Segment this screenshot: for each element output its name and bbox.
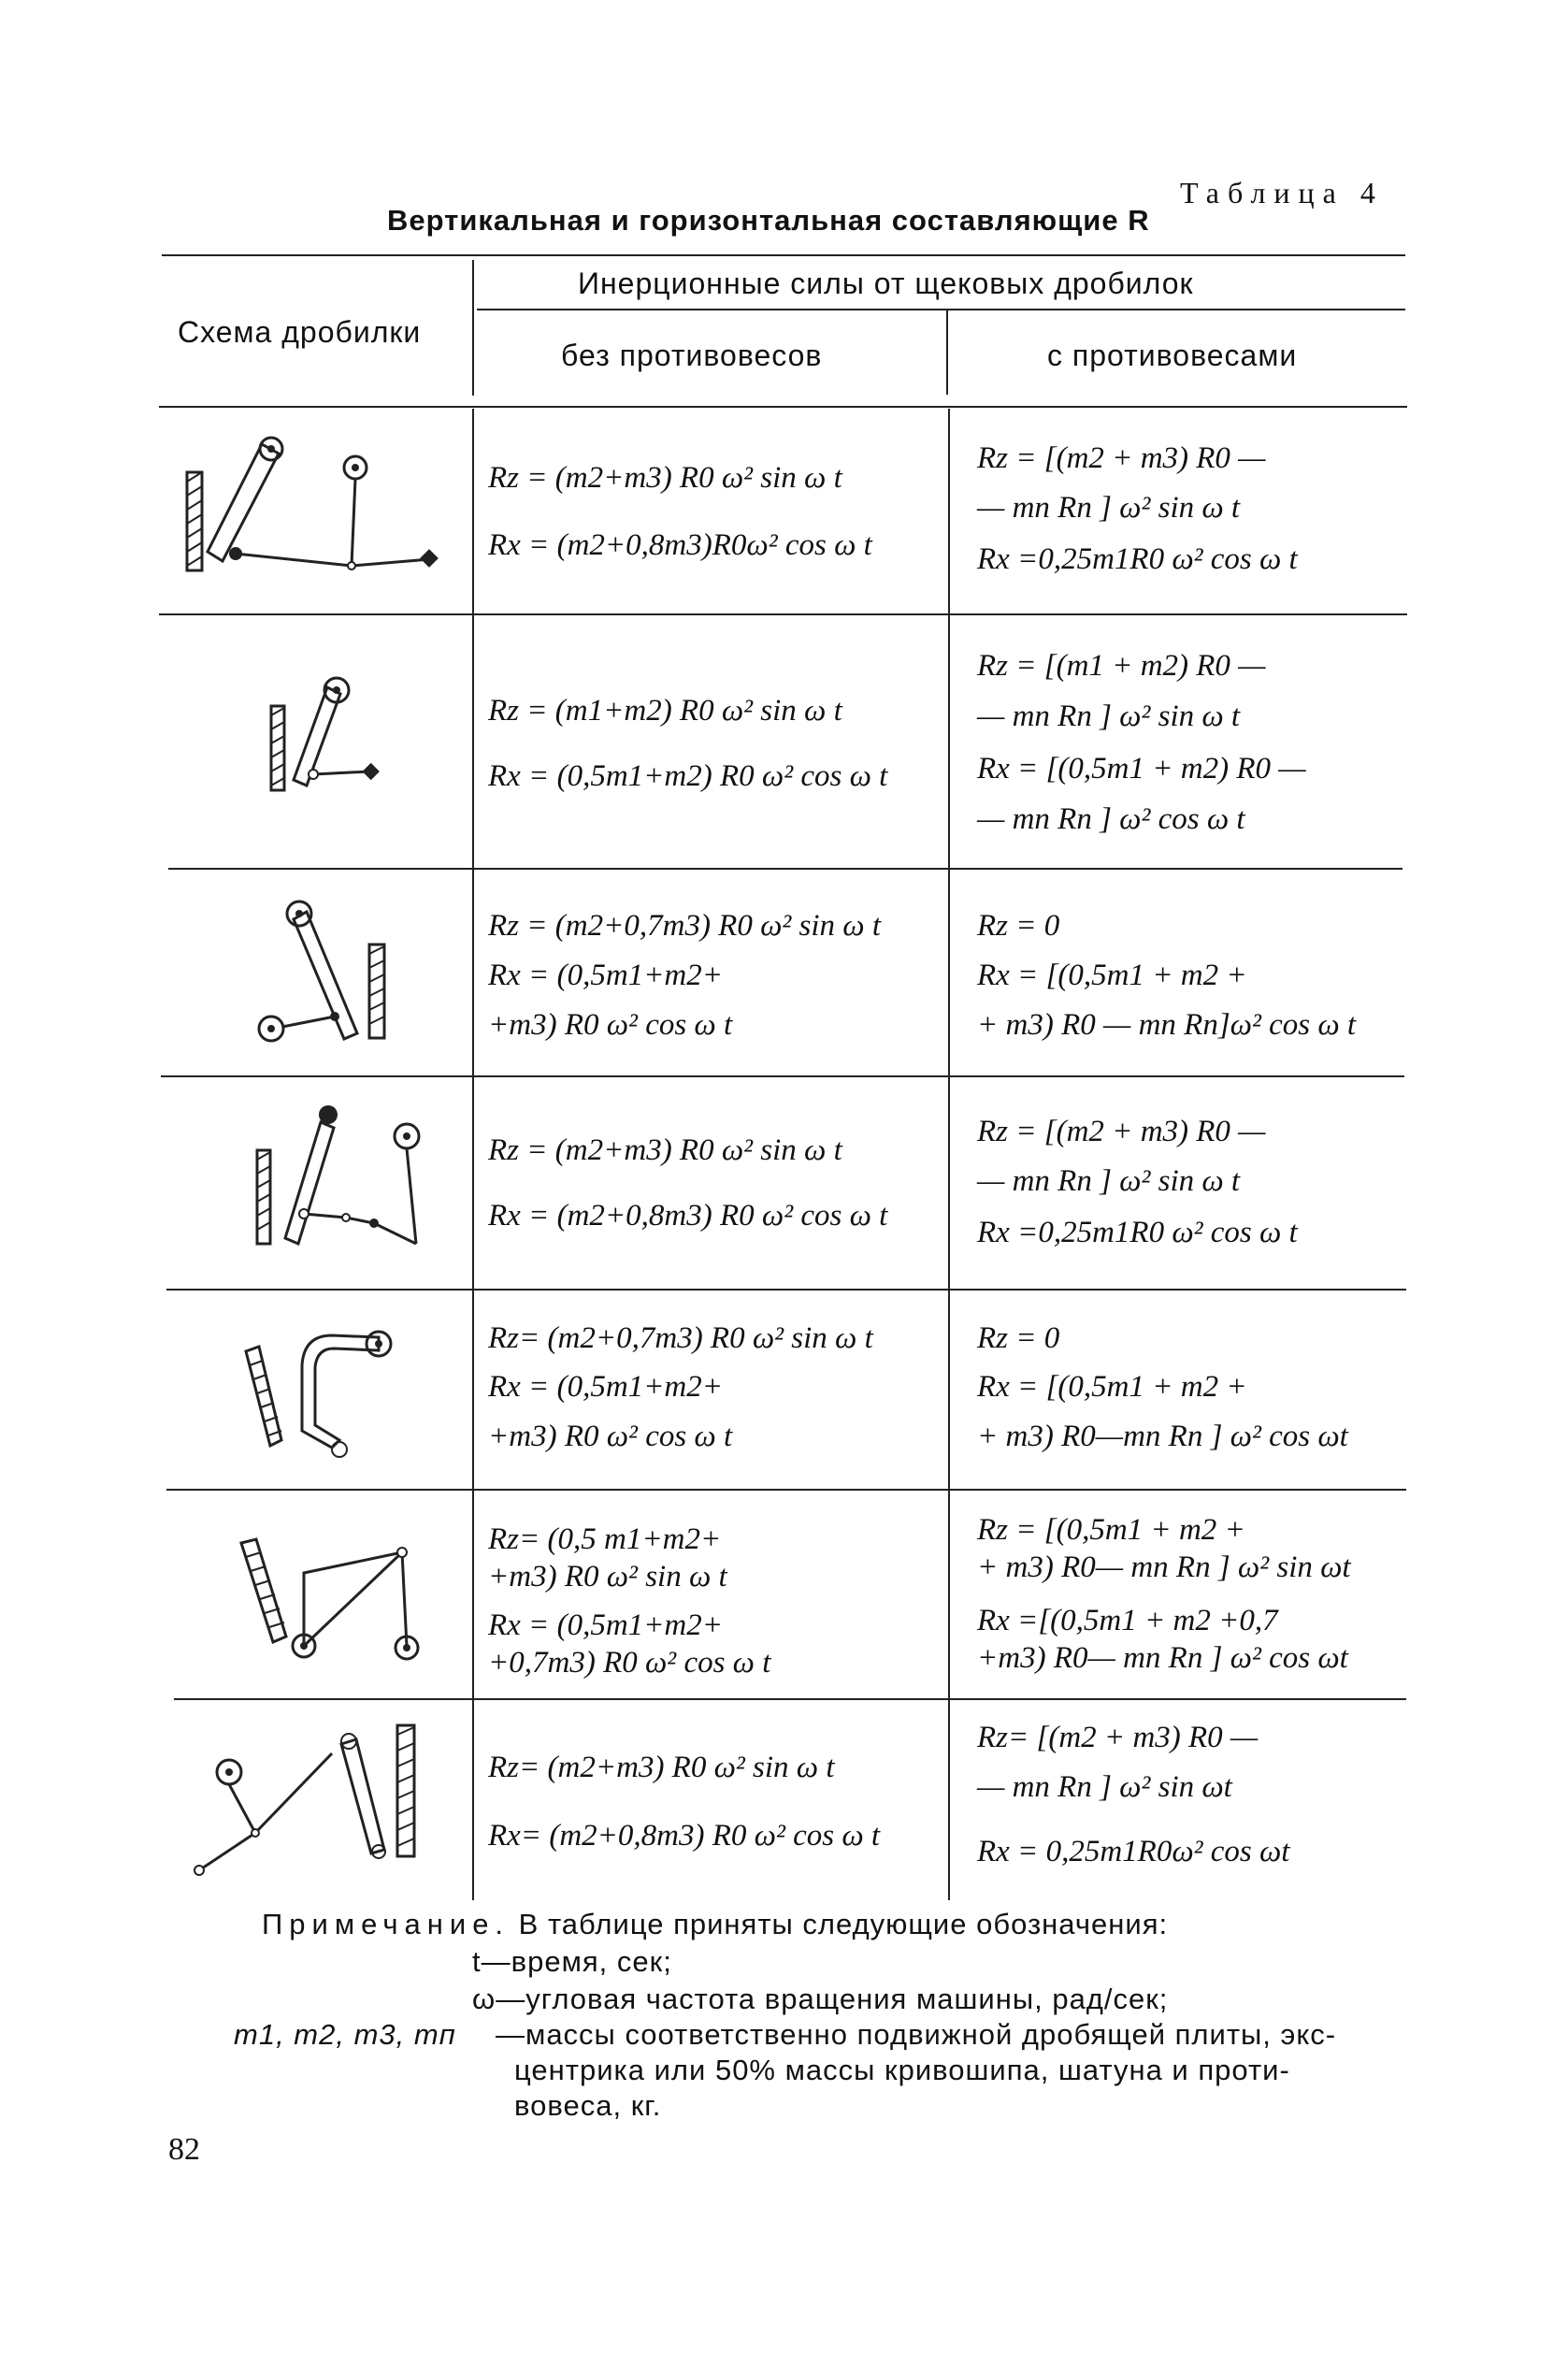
crusher-scheme-7-icon: [201, 1711, 444, 1889]
row-separator-4: [166, 1289, 1406, 1291]
crusher-scheme-6-icon: [234, 1515, 439, 1674]
row4-with-rx: Rx =0,25m1R0 ω² cos ω t: [977, 1216, 1298, 1249]
row-separator-1: [159, 613, 1407, 615]
note-omega: ω—угловая частота вращения машины, рад/сек;: [472, 1983, 1169, 2015]
page-number: 82: [168, 2132, 200, 2167]
row2-with-rx: Rx = [(0,5m1 + m2) R0 —: [977, 752, 1306, 786]
row4-with-rz-cont: — mп Rп ] ω² sin ω t: [977, 1164, 1241, 1198]
row3-with-rx-cont: + m3) R0 — mп Rп]ω² cos ω t: [977, 1008, 1357, 1042]
row7-with-rx: Rx = 0,25m1R0ω² cos ωt: [977, 1835, 1290, 1868]
row7-without-rx: Rx= (m2+0,8m3) R0 ω² cos ω t: [488, 1819, 881, 1853]
row-separator-6: [174, 1698, 1406, 1700]
row2-without-rx: Rx = (0,5m1+m2) R0 ω² cos ω t: [488, 759, 888, 793]
row2-with-rx-cont: — mп Rп ] ω² cos ω t: [977, 802, 1245, 836]
row3-with-rx: Rx = [(0,5m1 + m2 +: [977, 959, 1247, 992]
row5-with-rx: Rx = [(0,5m1 + m2 +: [977, 1370, 1247, 1404]
header-with-counterweights: с противовесами: [1047, 339, 1298, 372]
header-scheme: Схема дробилки: [178, 315, 422, 349]
row1-without-rx: Rx = (m2+0,8m3)R0ω² cos ω t: [488, 528, 872, 562]
row1-with-rz-cont: — mп Rп ] ω² sin ω t: [977, 491, 1241, 525]
note-label: Примечание.: [262, 1908, 511, 1940]
row6-without-rx: Rx = (0,5m1+m2+: [488, 1608, 724, 1642]
row6-with-rx-cont: +m3) R0— mп Rп ] ω² cos ωt: [977, 1641, 1348, 1675]
row5-with-rx-cont: + m3) R0—mп Rп ] ω² cos ωt: [977, 1420, 1348, 1453]
row5-without-rx-cont: +m3) R0 ω² cos ω t: [488, 1420, 733, 1453]
row1-with-rz: Rz = [(m2 + m3) R0 —: [977, 441, 1266, 475]
crusher-scheme-1-icon: [178, 421, 458, 598]
column-divider-1: [472, 409, 474, 1900]
header-vline-2: [946, 310, 948, 395]
row3-without-rz: Rz = (m2+0,7m3) R0 ω² sin ω t: [488, 909, 882, 943]
note-m-line1: —массы соответственно подвижной дробящей плиты, экс-: [496, 2018, 1337, 2051]
header-bottom-rule: [159, 406, 1407, 408]
note-m-line2: центрика или 50% массы кривошипа, шатуна и проти-: [514, 2054, 1290, 2086]
row5-without-rx: Rx = (0,5m1+m2+: [488, 1370, 724, 1404]
row3-without-rx: Rx = (0,5m1+m2+: [488, 959, 724, 992]
header-inertial-forces: Инерционные силы от щековых дробилок: [578, 267, 1194, 300]
crusher-scheme-5-icon: [238, 1309, 425, 1468]
row7-with-rz: Rz= [(m2 + m3) R0 —: [977, 1721, 1259, 1754]
row1-with-rx: Rx =0,25m1R0 ω² cos ω t: [977, 542, 1298, 576]
row4-without-rz: Rz = (m2+m3) R0 ω² sin ω t: [488, 1133, 842, 1167]
note-m-line3: вовеса, кг.: [514, 2089, 662, 2122]
crusher-scheme-3-icon: [243, 893, 411, 1057]
row5-with-rz: Rz = 0: [977, 1321, 1060, 1355]
crusher-scheme-2-icon: [262, 655, 411, 804]
header-vline-1: [472, 260, 474, 396]
column-divider-2: [948, 409, 950, 1900]
header-without-counterweights: без противовесов: [561, 339, 823, 372]
row6-without-rx-cont: +0,7m3) R0 ω² cos ω t: [488, 1646, 771, 1680]
note-intro-line: [262, 1908, 1168, 1941]
crusher-scheme-4-icon: [248, 1094, 444, 1272]
row7-without-rz: Rz= (m2+m3) R0 ω² sin ω t: [488, 1751, 835, 1784]
row2-without-rz: Rz = (m1+m2) R0 ω² sin ω t: [488, 694, 842, 728]
row6-with-rz-cont: + m3) R0— mп Rп ] ω² sin ωt: [977, 1550, 1351, 1584]
row-separator-5: [166, 1489, 1406, 1491]
table-title: Вертикальная и горизонтальная составляющие R: [387, 204, 1150, 237]
row6-with-rz: Rz = [(0,5m1 + m2 +: [977, 1513, 1245, 1547]
row4-with-rz: Rz = [(m2 + m3) R0 —: [977, 1115, 1266, 1148]
row-separator-3: [161, 1075, 1404, 1077]
row7-with-rz-cont: — mп Rп ] ω² sin ωt: [977, 1770, 1232, 1804]
row6-with-rx: Rx =[(0,5m1 + m2 +0,7: [977, 1604, 1278, 1637]
row4-without-rx: Rx = (m2+0,8m3) R0 ω² cos ω t: [488, 1199, 888, 1233]
row3-without-rx-cont: +m3) R0 ω² cos ω t: [488, 1008, 733, 1042]
row-separator-2: [168, 868, 1403, 870]
row5-without-rz: Rz= (m2+0,7m3) R0 ω² sin ω t: [488, 1321, 873, 1355]
row6-without-rz: Rz= (0,5 m1+m2+: [488, 1522, 722, 1556]
row6-without-rz-cont: +m3) R0 ω² sin ω t: [488, 1560, 727, 1593]
row3-with-rz: Rz = 0: [977, 909, 1060, 943]
header-top-rule: [162, 254, 1405, 256]
row1-without-rz: Rz = (m2+m3) R0 ω² sin ω t: [488, 461, 842, 495]
note-m-symbols: m1, m2, m3, mп: [234, 2018, 456, 2051]
header-group-rule: [477, 309, 1405, 310]
row2-with-rz-cont: — mп Rп ] ω² sin ω t: [977, 699, 1241, 733]
table-number-label: Таблица 4: [1180, 176, 1384, 209]
note-intro: В таблице приняты следующие обозначения:: [518, 1908, 1169, 1940]
row2-with-rz: Rz = [(m1 + m2) R0 —: [977, 649, 1266, 683]
note-t: t—время, сек;: [472, 1945, 672, 1978]
